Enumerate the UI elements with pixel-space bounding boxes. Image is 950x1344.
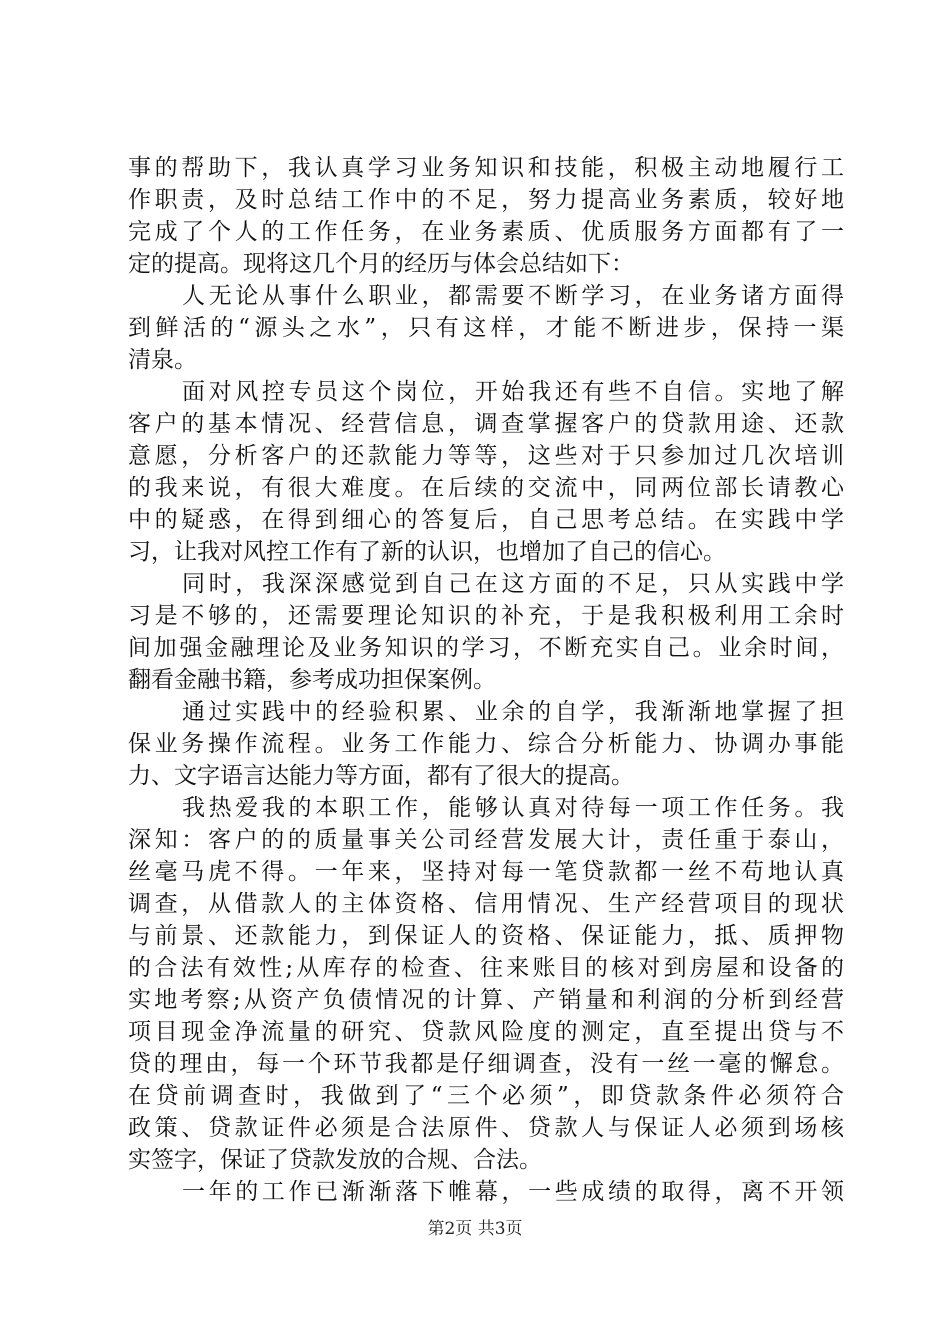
text-line: 贷的理由，每一个环节我都是仔细调查，没有一丝一毫的懈怠。	[128, 1051, 844, 1077]
text-line: 的合法有效性;从库存的检查、往来账目的核对到房屋和设备的	[128, 955, 844, 981]
text-line: 实签字，保证了贷款发放的合规、合法。	[128, 1147, 542, 1173]
document-body	[128, 152, 844, 1208]
text-line: 作职责，及时总结工作中的不足，努力提高业务素质，较好地	[128, 187, 844, 213]
text-line: 面对风控专员这个岗位，开始我还有些不自信。实地了解	[182, 379, 844, 405]
text-line: 同时，我深深感觉到自己在这方面的不足，只从实践中学	[182, 571, 844, 597]
text-line: 通过实践中的经验积累、业余的自学，我渐渐地掌握了担	[182, 699, 844, 725]
text-line: 客户的基本情况、经营信息，调查掌握客户的贷款用途、还款	[128, 411, 844, 437]
text-line: 习，让我对风控工作有了新的认识，也增加了自己的信心。	[128, 539, 726, 565]
text-line: 一年的工作已渐渐落下帷幕，一些成绩的取得，离不开领	[182, 1179, 844, 1205]
text-line: 调查，从借款人的主体资格、信用情况、生产经营项目的现状	[128, 891, 844, 917]
text-line: 实地考察;从资产负债情况的计算、产销量和利润的分析到经营	[128, 987, 844, 1013]
text-line: 项目现金净流量的研究、贷款风险度的测定，直至提出贷与不	[128, 1019, 844, 1045]
text-line: 习是不够的，还需要理论知识的补充，于是我积极利用工余时	[128, 603, 844, 629]
text-line: 我热爱我的本职工作，能够认真对待每一项工作任务。我	[182, 795, 844, 821]
text-line: 中的疑惑，在得到细心的答复后，自己思考总结。在实践中学	[128, 507, 844, 533]
text-line: 丝毫马虎不得。一年来，坚持对每一笔贷款都一丝不苟地认真	[128, 859, 844, 885]
text-line: 深知：客户的的质量事关公司经营发展大计，责任重于泰山，	[128, 827, 844, 853]
text-line: 政策、贷款证件必须是合法原件、贷款人与保证人必须到场核	[128, 1115, 844, 1141]
text-line: 清泉。	[128, 347, 197, 373]
text-line: 在贷前调查时，我做到了“三个必须”，即贷款条件必须符合	[128, 1083, 844, 1109]
text-line: 完成了个人的工作任务，在业务素质、优质服务方面都有了一	[128, 219, 844, 245]
page-footer	[0, 1218, 950, 1240]
text-line: 定的提高。现将这几个月的经历与体会总结如下：	[128, 251, 634, 277]
text-line: 人无论从事什么职业，都需要不断学习，在业务诸方面得	[182, 283, 844, 309]
text-line: 力、文字语言达能力等方面，都有了很大的提高。	[128, 763, 634, 789]
text-line: 保业务操作流程。业务工作能力、综合分析能力、协调办事能	[128, 731, 844, 757]
page-number: 第2页 共3页	[427, 1219, 523, 1239]
text-line: 到鲜活的“源头之水”，只有这样，才能不断进步，保持一渠	[128, 315, 844, 341]
text-line: 事的帮助下，我认真学习业务知识和技能，积极主动地履行工	[128, 155, 844, 181]
text-line: 的我来说，有很大难度。在后续的交流中，同两位部长请教心	[128, 475, 844, 501]
text-line: 翻看金融书籍，参考成功担保案例。	[128, 667, 496, 693]
text-line: 间加强金融理论及业务知识的学习，不断充实自己。业余时间，	[128, 635, 844, 661]
text-line: 意愿，分析客户的还款能力等等，这些对于只参加过几次培训	[128, 443, 844, 469]
text-line: 与前景、还款能力，到保证人的资格、保证能力，抵、质押物	[128, 923, 844, 949]
